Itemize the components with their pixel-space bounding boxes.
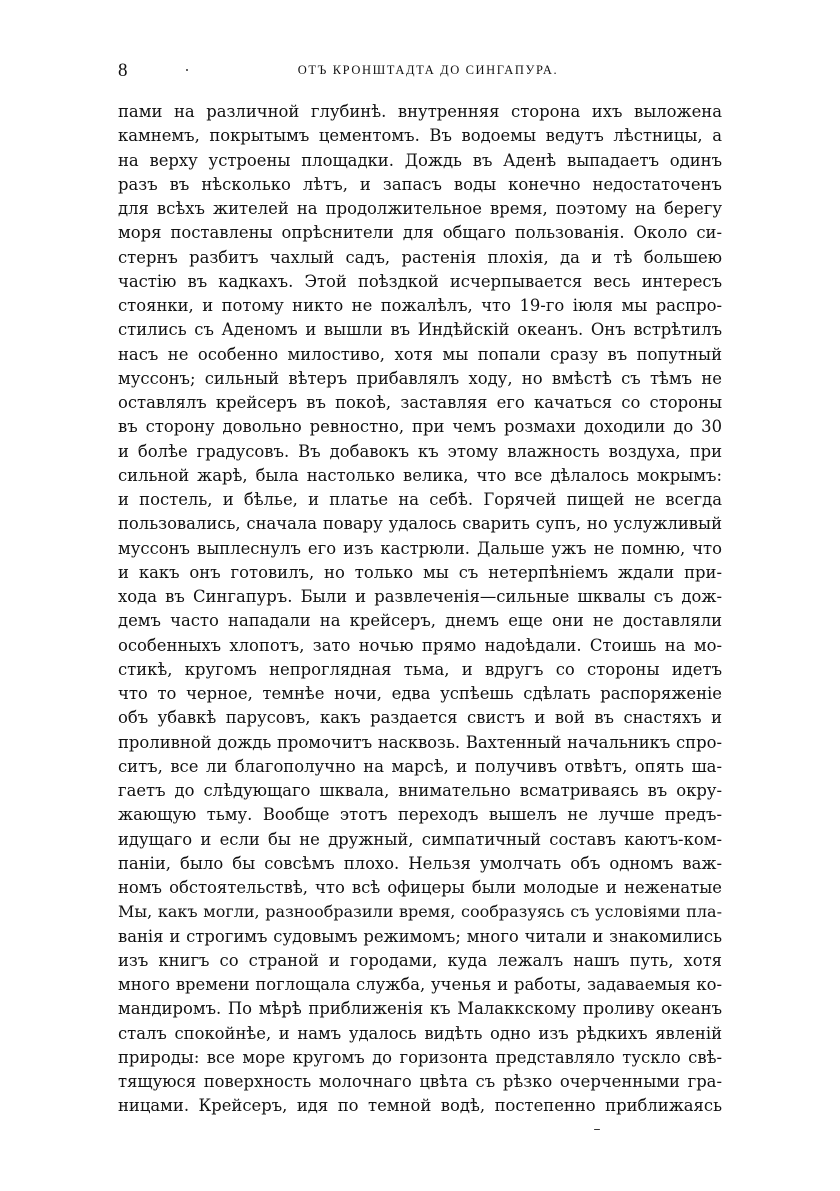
text-line: идущаго и если бы не дружный, симпатичный составъ каютъ-ком- <box>118 829 722 849</box>
text-line: стернъ разбитъ чахлый садъ, растенія плохія, да и тѣ большею <box>118 247 722 267</box>
text-line: особенныхъ хлопотъ, зато ночью прямо надоѣдали. Стоишь на мо- <box>118 635 722 655</box>
text-line: гаетъ до слѣдующаго шквала, внимательно всматриваясь въ окру- <box>118 781 722 800</box>
text-line: демъ часто нападали на крейсеръ, днемъ еще они не доставляли <box>118 611 722 631</box>
text-line: муссонъ выплеснулъ его изъ кастрюли. Дальше ужъ не помню, что <box>118 538 722 558</box>
page-number: 8 <box>118 60 128 81</box>
text-line: моря поставлены опрѣснители для общаго пользованія. Около си- <box>118 223 722 243</box>
text-line: стоянки, и потому никто не пожалѣлъ, что 19-го іюля мы распро- <box>118 296 722 315</box>
text-line: пользовались, сначала повару удалось сварить супъ, но услужливый <box>118 514 722 534</box>
text-line: номъ обстоятельствѣ, что всѣ офицеры были молодые и неженатые <box>118 878 722 897</box>
text-line: и болѣе градусовъ. Въ добавокъ къ этому влажность воздуха, при <box>118 441 722 461</box>
body-text <box>118 100 722 1119</box>
text-line: много времени поглощала служба, ученья и работы, задаваемыя ко- <box>118 975 722 994</box>
text-line: природы: все море кругомъ до горизонта представляло тускло свѣ- <box>118 1047 722 1067</box>
text-line: паніи, было бы совсѣмъ плохо. Нельзя умолчать объ одномъ важ- <box>118 853 722 873</box>
text-line: камнемъ, покрытымъ цементомъ. Въ водоемы ведутъ лѣстницы, а <box>118 126 722 146</box>
running-title: ОТЪ КРОНШТАДТА ДО СИНГАПУРА. <box>297 63 559 77</box>
text-line: ванія и строгимъ судовымъ режимомъ; много читали и знакомились <box>118 926 722 946</box>
text-line: насъ не особенно милостиво, хотя мы попали сразу въ попутный <box>118 344 722 364</box>
text-line: стились съ Аденомъ и вышли въ Индѣйскій океанъ. Онъ встрѣтилъ <box>118 320 722 340</box>
text-line: ницами. Крейсеръ, идя по темной водѣ, постепенно приближаясь <box>118 1096 722 1116</box>
text-line: сильной жарѣ, была настолько велика, что все дѣлалось мокрымъ: <box>118 465 722 485</box>
text-line: хода въ Сингапуръ. Были и развлеченія—сильные шквалы съ дож- <box>118 587 722 606</box>
text-line: мандиромъ. По мѣрѣ приближенія къ Малаккскому проливу океанъ <box>118 999 722 1019</box>
text-line: частію въ кадкахъ. Этой поѣздкой исчерпывается весь интересъ <box>118 271 722 291</box>
text-line: въ сторону довольно ревностно, при чемъ розмахи доходили до 30 <box>118 417 722 437</box>
text-line: на верху устроены площадки. Дождь въ Аденѣ выпадаетъ одинъ <box>118 150 722 170</box>
text-line: проливной дождь промочитъ насквозь. Вахтенный начальникъ спро- <box>118 732 722 752</box>
print-speck-top <box>186 69 188 71</box>
text-line: и постель, и бѣлье, и платье на себѣ. Горячей пищей не всегда <box>118 490 722 509</box>
text-line: разъ въ нѣсколько лѣтъ, и запасъ воды конечно недостаточенъ <box>118 174 722 194</box>
text-line: для всѣхъ жителей на продолжительное время, поэтому на берегу <box>118 199 722 218</box>
text-line: ситъ, все ли благополучно на марсѣ, и получивъ отвѣтъ, опять ша- <box>118 756 722 776</box>
text-line: что то черное, темнѣе ночи, едва успѣешь сдѣлать распоряженіе <box>118 684 722 703</box>
page-header <box>118 60 738 84</box>
text-line: Мы, какъ могли, разнообразили время, сообразуясь съ условіями пла- <box>118 902 722 922</box>
text-line: изъ книгъ со страной и городами, куда лежалъ нашъ путь, хотя <box>118 950 722 970</box>
text-line: стикѣ, кругомъ непроглядная тьма, и вдругъ со стороны идетъ <box>118 659 722 679</box>
text-line: муссонъ; сильный вѣтеръ прибавлялъ ходу, но вмѣстѣ съ тѣмъ не <box>118 368 722 388</box>
text-line: жающую тьму. Вообще этотъ переходъ вышелъ не лучше предъ- <box>118 805 722 825</box>
text-line: тящуюся поверхность молочнаго цвѣта съ рѣзко очерченными гра- <box>118 1072 722 1091</box>
text-line: оставлялъ крейсеръ въ покоѣ, заставляя его качаться со стороны <box>118 393 722 412</box>
text-line: сталъ спокойнѣе, и намъ удалось видѣть одно изъ рѣдкихъ явленій <box>118 1023 722 1043</box>
text-line: объ убавкѣ парусовъ, какъ раздается свистъ и вой въ снастяхъ и <box>118 708 722 728</box>
print-speck-bottom <box>594 1129 600 1130</box>
text-line: и какъ онъ готовилъ, но только мы съ нетерпѣніемъ ждали при- <box>118 562 722 582</box>
text-line: пами на различной глубинѣ. внутренняя сторона ихъ выложена <box>118 102 722 121</box>
